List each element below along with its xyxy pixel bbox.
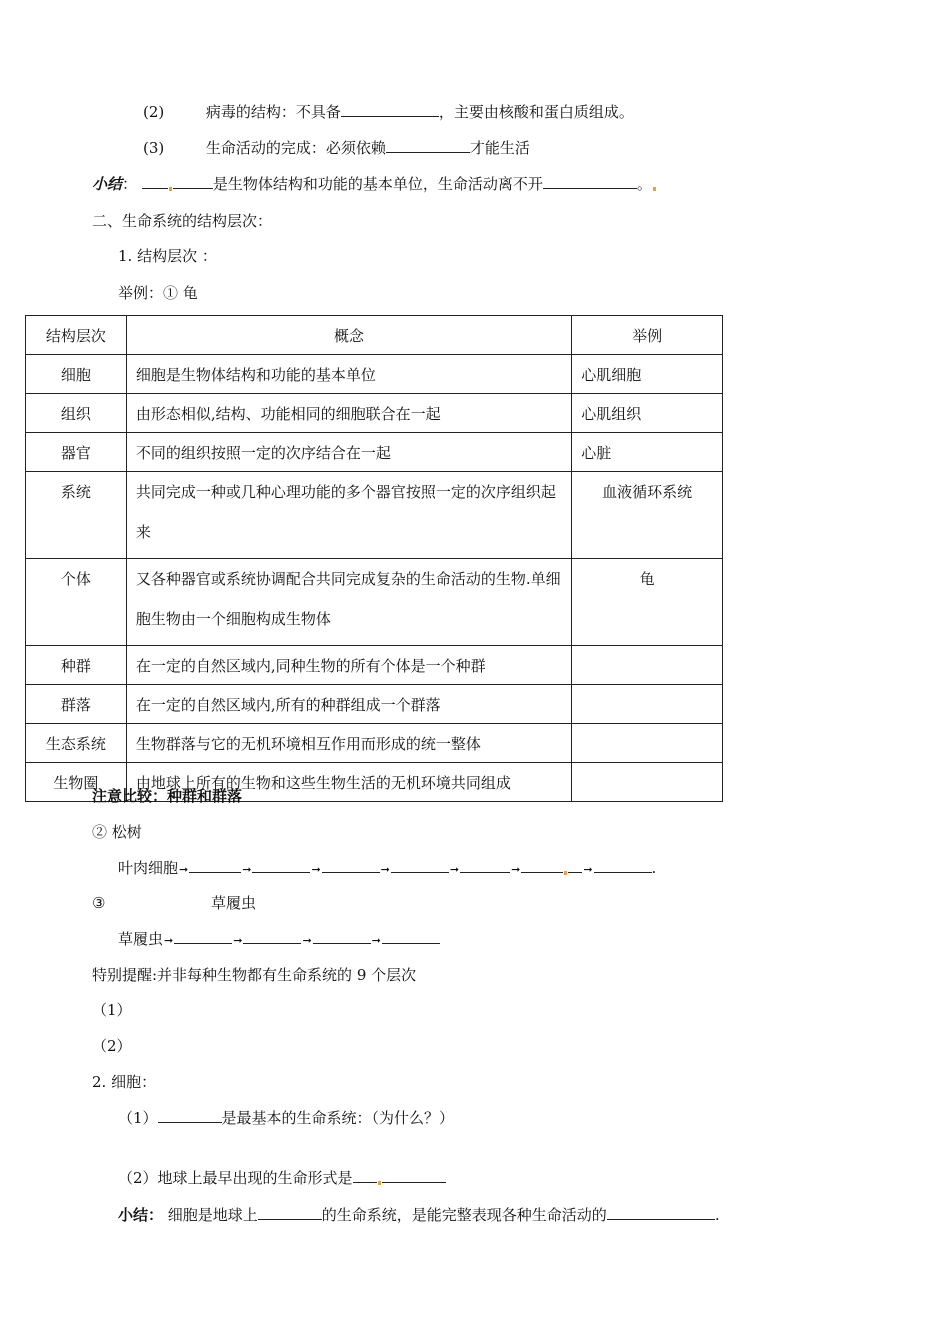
paramecium-heading [92,893,256,913]
answer-blank[interactable] [341,102,439,117]
table-row [26,394,723,433]
arrow-right-icon: ➞ [371,934,381,947]
answer-blank[interactable] [174,929,232,944]
reminder-item-2: （2） [92,1037,132,1055]
example-turtle: 举例：① 龟 [118,284,198,302]
summary-label: 小结： [118,1206,164,1224]
arrow-right-icon: ➞ [511,863,521,876]
arrow-right-icon: ➞ [449,863,460,876]
item-2-heading: 2. 细胞： [92,1073,157,1091]
table-row [26,724,723,763]
answer-blank[interactable] [189,858,241,873]
summary1-mid: 是生物体结构和功能的基本单位，生命活动离不开 [212,175,543,193]
example-cell: 心肌组织 [572,394,723,433]
level-cell: 细胞 [26,355,127,394]
paramecium-title: 草履虫 [211,894,257,912]
item-number: ③ [92,894,106,912]
answer-blank[interactable] [382,1168,446,1183]
item-1-heading: 1. 结构层次 ： [118,247,217,265]
concept-cell: 共同完成一种或几种心理功能的多个器官按照一定的次序组织起来 [126,472,571,559]
level-cell: 个体 [26,559,127,646]
life-text-pre: 生命活动的完成：必须依赖 [205,139,386,157]
example-cell: 心脏 [572,433,723,472]
life-activity-line [143,138,530,158]
arrow-right-icon: ➞ [164,934,174,947]
answer-blank[interactable] [353,1168,377,1183]
arrow-right-icon: ➞ [242,863,252,876]
item-number: (3) [143,139,165,157]
header-cell-level: 结构层次 [26,316,127,355]
pine-chain [118,858,656,880]
summary-line-1 [92,174,657,194]
example-cell: 心肌细胞 [572,355,723,394]
table-row [26,355,723,394]
answer-blank[interactable] [252,858,310,873]
q1-number: （1） [118,1109,158,1127]
level-cell: 生物圈 [26,763,127,802]
mark-dot-icon [378,1181,381,1185]
level-cell: 器官 [26,433,127,472]
mark-dot-icon [564,871,567,875]
special-reminder: 特别提醒:并非每种生物都有生命系统的 9 个层次 [92,966,417,984]
summary-label: 小结 [92,175,123,193]
table-header-row [26,316,723,355]
example-cell: 龟 [572,559,723,646]
arrow-right-icon: ➞ [302,934,312,947]
answer-blank[interactable] [382,929,440,944]
concept-cell: 生物群落与它的无机环境相互作用而形成的统一整体 [126,724,571,763]
concept-cell: 在一定的自然区域内,所有的种群组成一个群落 [126,685,571,724]
virus-text-pre: 病毒的结构：不具备 [205,103,341,121]
q2-text: （2）地球上最早出现的生命形式是 [118,1169,353,1187]
concept-cell: 由地球上所有的生物和这些生物生活的无机环境共同组成 [126,763,571,802]
header-cell-concept: 概念 [126,316,571,355]
chain-end: . [651,859,657,877]
header-cell-example: 举例 [572,316,723,355]
example-pine: ② 松树 [92,823,142,841]
level-cell: 种群 [26,646,127,685]
summary2-end: . [714,1206,720,1224]
life-text-post: 才能生活 [469,139,530,157]
example-cell [572,646,723,685]
chain-start: 草履虫 [118,930,164,948]
level-cell: 群落 [26,685,127,724]
level-cell: 生态系统 [26,724,127,763]
arrow-right-icon: ➞ [583,863,593,876]
summary-line-2 [118,1205,720,1225]
example-cell: 血液循环系统 [572,472,723,559]
level-cell: 组织 [26,394,127,433]
structure-levels-table [25,315,723,802]
paramecium-chain [118,929,440,951]
answer-blank[interactable] [543,174,637,189]
answer-blank[interactable] [568,858,582,873]
table-row [26,646,723,685]
summary2-pre: 细胞是地球上 [163,1206,258,1224]
answer-blank[interactable] [322,858,380,873]
answer-blank[interactable] [158,1108,222,1123]
answer-blank[interactable] [607,1205,715,1220]
arrow-right-icon: ➞ [233,934,243,947]
mark-dot-icon [653,187,656,191]
arrow-right-icon: ➞ [179,863,189,876]
section-2-title: 二、生命系统的结构层次： [92,212,273,230]
example-cell [572,763,723,802]
summary2-mid: 的生命系统，是能完整表现各种生命活动的 [321,1206,607,1224]
summary1-end: 。 [636,175,652,193]
table-row [26,472,723,559]
item-number: (2) [143,103,165,121]
table-row [26,433,723,472]
concept-cell: 又各种器官或系统协调配合共同完成复杂的生命活动的生物.单细胞生物由一个细胞构成生物体 [126,559,571,646]
answer-blank[interactable] [173,174,213,189]
example-cell [572,685,723,724]
table-row [26,559,723,646]
answer-blank[interactable] [243,929,301,944]
question-2 [118,1168,446,1188]
answer-blank[interactable] [521,858,563,873]
concept-cell: 不同的组织按照一定的次序结合在一起 [126,433,571,472]
note-compare: 注意比较：种群和群落 [92,787,243,805]
mark-dot-icon [169,187,172,191]
answer-blank[interactable] [386,138,470,153]
concept-cell: 由形态相似,结构、功能相同的细胞联合在一起 [126,394,571,433]
table-row [26,685,723,724]
concept-cell: 细胞是生物体结构和功能的基本单位 [126,355,571,394]
answer-blank[interactable] [258,1205,322,1220]
virus-text-post: ，主要由核酸和蛋白质组成。 [438,103,634,121]
example-cell [572,724,723,763]
reminder-item-1: （1） [92,1001,132,1019]
answer-blank[interactable] [142,174,168,189]
answer-blank[interactable] [460,858,510,873]
q1-text: 是最基本的生命系统：（为什么？） [221,1109,455,1127]
chain-start: 叶肉细胞 [118,859,179,877]
answer-blank[interactable] [313,929,371,944]
summary-colon: ： [122,175,138,193]
answer-blank[interactable] [391,858,449,873]
level-cell: 系统 [26,472,127,559]
question-1 [118,1108,454,1128]
answer-blank[interactable] [594,858,652,873]
arrow-right-icon: ➞ [380,863,390,876]
concept-cell: 在一定的自然区域内,同种生物的所有个体是一个种群 [126,646,571,685]
virus-line [143,102,634,122]
arrow-right-icon: ➞ [311,863,321,876]
